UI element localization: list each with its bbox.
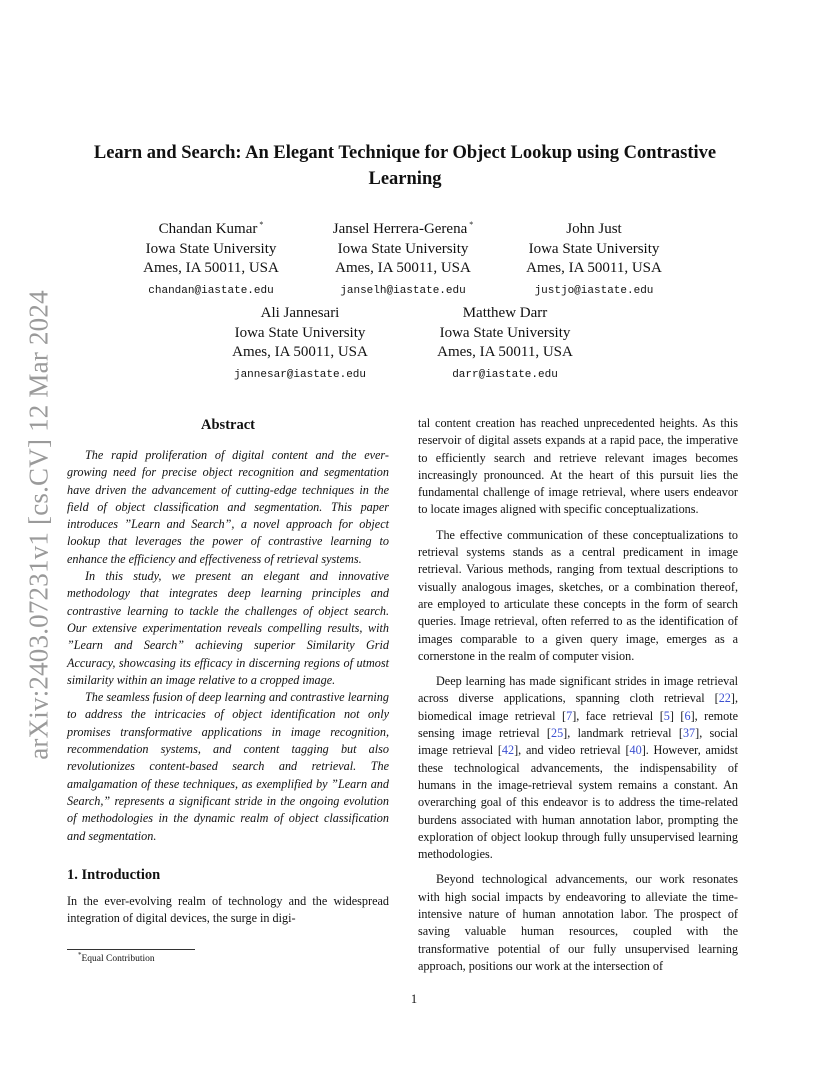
paragraph-text: , landmark retrieval — [567, 726, 679, 741]
paragraph-text — [674, 709, 681, 723]
author-affiliation: Iowa State University — [337, 240, 469, 257]
intro-paragraph: The effective communication of these conceptualizations to retrieval systems stands as a central predicament in image retrieval. Various methods, ranging from textual descriptions to visually analogous images, sketches, or a combination thereof, are employed to articulate these concepts in the form of search queries. Image retrieval, often referred to as the identification of images comparable to a given query image, emerges as a cornerstone in the realm of computer vision. — [418, 527, 738, 663]
paragraph-text: , social image retrieval — [418, 726, 738, 758]
paragraph-text: , biomedical image retrieval — [418, 691, 738, 723]
citation-link[interactable]: 22 — [718, 691, 731, 706]
author-email: jannesar@iastate.edu — [233, 368, 367, 381]
author-email: janselh@iastate.edu — [340, 284, 466, 297]
author-mark: * — [259, 220, 264, 229]
paragraph-text: . However, amidst these technological advancements, the indispensability of humans in the image-retrieval system remains a constant. An overarching goal of this endeavor is to address the time-related burdens associated with human annotation labor, prompting the exploration of object lookup through fully unsupervised learning methodologies. — [418, 743, 738, 862]
author-email: justjo@iastate.edu — [534, 284, 654, 297]
author-name: Jansel Herrera-Gerena — [332, 221, 468, 237]
citation-link[interactable]: 5 — [663, 708, 670, 723]
paragraph-text: , remote sensing image retrieval — [418, 708, 739, 741]
author-block — [308, 220, 498, 299]
author-address: Ames, IA 50011, USA — [143, 260, 279, 276]
author-block — [410, 304, 600, 383]
paragraph-text: , and video retrieval — [518, 743, 626, 758]
intro-paragraph: tal content creation has reached unprecedented heights. As this reservoir of digital assets expands at a rapid pace, the imperative to efficiently search and retrieve relevant images becomes increasingly pronounced. At the heart of this pursuit lies the fundamental challenge of image retrieval, where users endeavor to locate images aligned with specific conceptualizations. — [418, 416, 738, 517]
paper-title — [60, 140, 750, 192]
title-line-2: Learning — [368, 169, 442, 189]
author-name: Ali Jannesari — [260, 305, 340, 321]
citation-link[interactable]: 40 — [629, 743, 642, 758]
citation-link[interactable]: 25 — [550, 726, 564, 741]
author-affiliation: Iowa State University — [528, 240, 660, 257]
author-block — [205, 304, 395, 383]
author-name: Chandan Kumar — [158, 221, 258, 237]
author-name: Matthew Darr — [462, 305, 548, 321]
author-address: Ames, IA 50011, USA — [232, 344, 368, 360]
abstract-paragraph: The rapid proliferation of digital content and the ever-growing need for precise object recognition and segmentation have driven the advancement of cutting-edge techniques in the field of object classification and segmentation. This paper introduces ”Learn and Search”, a novel approach for object lookup that leverages the power of contrastive learning to enhance the efficiency and effectiveness of retrieval systems. — [67, 448, 389, 566]
citation-link[interactable]: 6 — [684, 708, 691, 723]
abstract-paragraph: In this study, we present an elegant and innovative methodology that integrates deep learning principles and contrastive learning to tackle the challenges of object search. Our extensive experimentation reveals compelling results, with ”Learn and Search” achieving superior Similarity Grid Accuracy, showcasing its efficacy in discerning regions of utmost similarity within an image relative to a cropped image. — [67, 569, 389, 687]
author-block — [116, 220, 306, 299]
author-affiliation: Iowa State University — [234, 324, 366, 341]
right-column — [418, 415, 738, 975]
left-column — [67, 415, 389, 927]
citation-link[interactable]: 37 — [682, 726, 696, 741]
author-affiliation: Iowa State University — [145, 240, 277, 257]
section-heading: 1. Introduction — [67, 866, 161, 883]
author-mark: * — [469, 220, 474, 229]
author-block — [499, 220, 689, 299]
footnote-text: Equal Contribution — [81, 954, 155, 964]
title-line-1: Learn and Search: An Elegant Technique for Object Lookup using Contrastive — [93, 143, 717, 163]
intro-paragraph: In the ever-evolving realm of technology and the widespread integration of digital devices, the surge in digi- — [67, 893, 389, 926]
abstract-heading: Abstract — [201, 417, 255, 433]
citation-link[interactable]: 7 — [566, 708, 573, 723]
author-address: Ames, IA 50011, USA — [526, 260, 662, 276]
footnote-rule — [67, 949, 195, 950]
footnote-mark: * — [78, 950, 82, 959]
author-address: Ames, IA 50011, USA — [437, 344, 573, 360]
citation-link[interactable]: 42 — [501, 743, 515, 758]
arxiv-identifier-text: arXiv:2403.07231v1 [cs.CV] 12 Mar 2024 — [23, 290, 54, 760]
arxiv-identifier — [18, 285, 60, 765]
page-number: 1 — [410, 992, 418, 1006]
footnote — [78, 950, 155, 965]
abstract-paragraph: The seamless fusion of deep learning and contrastive learning to address the intricacies of object identification not only promises transformative applications in image recognition, recommendation systems, and content tagging but also revolutionizes content-based search and retrieval. The amalgamation of these techniques, as exemplified by ”Learn and Search,” represents a significant stride in the ongoing evolution of methodologies in the dynamic realm of object classification and segmentation. — [67, 690, 389, 843]
author-email: darr@iastate.edu — [452, 368, 558, 381]
intro-paragraph: Deep learning has made significant strides in image retrieval across diverse applications, spanning cloth retrieval [22], biomedical image retrieval [7], face retrieval [5] [6], remote sensing image retrieval [25], landmark retrieval [37], social image retrieval [42], and video retrieval [40]. However, amidst these technological advancements, the indispensability of humans in the image-retrieval system remains a constant. An overarching goal of this endeavor is to address the time-related burdens associated with human annotation labor, prompting the exploration of object lookup through fully unsupervised learning methodologies. — [418, 674, 739, 862]
author-email: chandan@iastate.edu — [148, 284, 274, 297]
author-affiliation: Iowa State University — [439, 324, 571, 341]
intro-paragraph: Beyond technological advancements, our work resonates with high social impacts by endeavoring to alleviate the time-intensive nature of human annotation labor. The prospect of saving valuable human resources, coupled with the transformative potential of our fully unsupervised learning approach, positions our work at the intersection of — [418, 872, 738, 973]
author-name: John Just — [566, 221, 622, 237]
paragraph-text: , face retrieval — [576, 708, 660, 723]
paragraph-text: Deep learning has made significant strides in image retrieval across diverse applications, spanning cloth retrieval — [418, 674, 738, 706]
author-address: Ames, IA 50011, USA — [335, 260, 471, 276]
